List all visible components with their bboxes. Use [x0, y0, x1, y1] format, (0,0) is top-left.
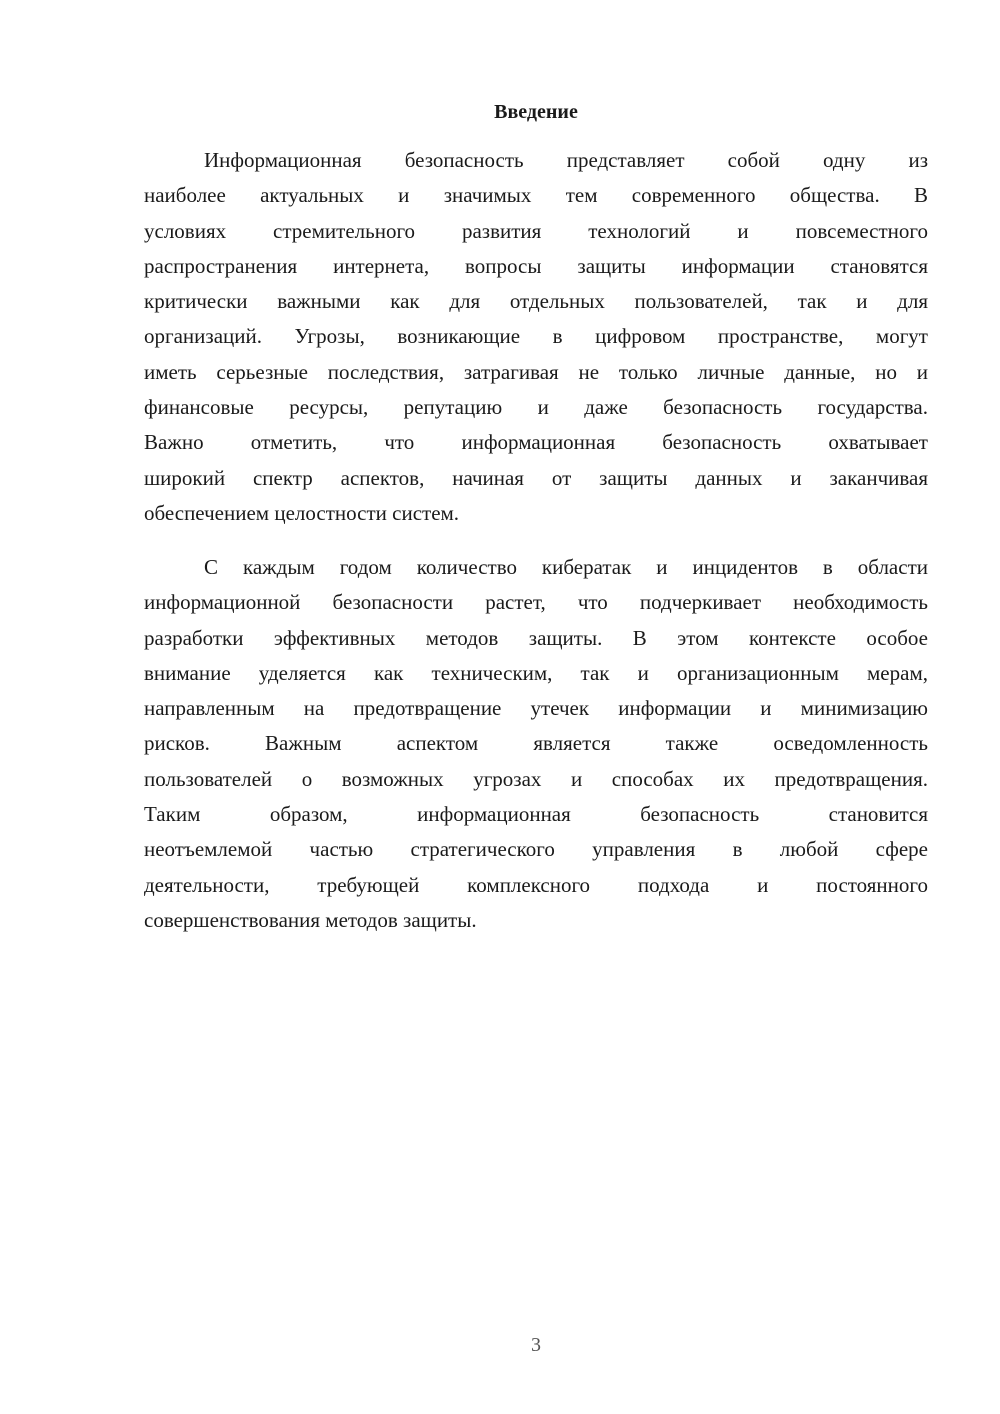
paragraph-line: широкий спектр аспектов, начиная от защиты данных и заканчивая	[144, 465, 928, 490]
paragraph-line: критически важными как для отдельных пользователей, так и для	[144, 289, 928, 314]
paragraph-line: Важно отметить, что информационная безопасность охватывает	[144, 430, 928, 455]
paragraph-line: деятельности, требующей комплексного подхода и постоянного	[144, 872, 928, 897]
paragraph-line: внимание уделяется как техническим, так и организационным мерам,	[144, 660, 928, 685]
paragraph-line: рисков. Важным аспектом является также осведомленность	[144, 731, 928, 756]
paragraph-line: направленным на предотвращение утечек информации и минимизацию	[144, 696, 928, 721]
paragraph-line: обеспечением целостности систем.	[144, 500, 460, 525]
paragraph-line: С каждым годом количество кибератак и инцидентов в области	[204, 555, 928, 579]
page-number: 3	[531, 1334, 541, 1356]
paragraph-1	[144, 143, 928, 531]
paragraph-2	[144, 550, 928, 938]
paragraph-line: наиболее актуальных и значимых тем современного общества. В	[144, 183, 928, 208]
section-heading: Введение	[494, 101, 578, 123]
paragraph-line: финансовые ресурсы, репутацию и даже безопасность государства.	[144, 395, 928, 420]
paragraph-line: Таким образом, информационная безопасность становится	[144, 802, 928, 827]
paragraph-line: Информационная безопасность представляет собой одну из	[204, 148, 928, 172]
paragraph-line: организаций. Угрозы, возникающие в цифровом пространстве, могут	[144, 324, 928, 349]
paragraph-line: пользователей о возможных угрозах и способах их предотвращения.	[144, 766, 928, 791]
paragraph-line: распространения интернета, вопросы защиты информации становятся	[144, 253, 928, 278]
paragraph-line: иметь серьезные последствия, затрагивая не только личные данные, но и	[144, 359, 928, 384]
paragraph-line: информационной безопасности растет, что подчеркивает необходимость	[144, 590, 928, 615]
paragraph-line: неотъемлемой частью стратегического управления в любой сфере	[144, 837, 928, 862]
paragraph-line: разработки эффективных методов защиты. В этом контексте особое	[144, 625, 928, 650]
paragraph-line: условиях стремительного развития технологий и повсеместного	[144, 218, 928, 243]
paragraph-line: совершенствования методов защиты.	[144, 907, 477, 932]
